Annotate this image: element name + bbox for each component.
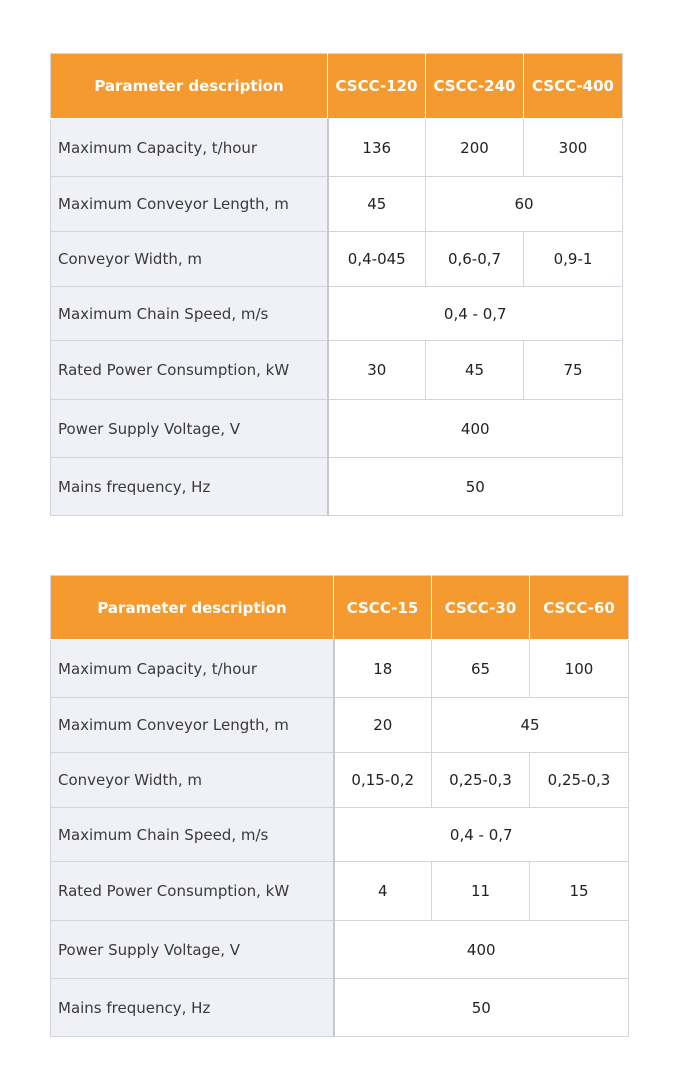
- table-row: [51, 808, 629, 862]
- value-cell: 50: [328, 458, 623, 516]
- model-header: CSCC-400: [524, 54, 623, 119]
- value-cell: 400: [328, 400, 623, 458]
- table-row: [51, 177, 623, 232]
- value-cell: 200: [426, 119, 524, 177]
- value-cell: 0,4 - 0,7: [334, 808, 629, 862]
- model-header: CSCC-60: [530, 576, 629, 640]
- table-header-row: [51, 576, 629, 640]
- value-cell: 18: [334, 640, 432, 698]
- spec-table-2: [50, 575, 629, 1037]
- table-row: [51, 458, 623, 516]
- model-header: CSCC-30: [432, 576, 530, 640]
- value-cell: 100: [530, 640, 629, 698]
- value-cell: 4: [334, 862, 432, 921]
- value-cell: 0,9-1: [524, 232, 623, 287]
- value-cell: 75: [524, 341, 623, 400]
- model-header: CSCC-240: [426, 54, 524, 119]
- value-cell: 0,4 - 0,7: [328, 287, 623, 341]
- param-label: Maximum Conveyor Length, m: [51, 177, 328, 232]
- value-cell: 45: [328, 177, 426, 232]
- value-cell: 30: [328, 341, 426, 400]
- table-row: [51, 640, 629, 698]
- value-cell: 11: [432, 862, 530, 921]
- table-row: [51, 287, 623, 341]
- value-cell: 0,25-0,3: [432, 753, 530, 808]
- param-label: Mains frequency, Hz: [51, 979, 334, 1037]
- param-header: Parameter description: [51, 54, 328, 119]
- value-cell: 0,25-0,3: [530, 753, 629, 808]
- value-cell: 65: [432, 640, 530, 698]
- value-cell: 45: [432, 698, 629, 753]
- spec-table-1: [50, 53, 623, 516]
- param-label: Rated Power Consumption, kW: [51, 341, 328, 400]
- param-label: Maximum Chain Speed, m/s: [51, 808, 334, 862]
- param-label: Maximum Capacity, t/hour: [51, 640, 334, 698]
- table-row: [51, 921, 629, 979]
- param-label: Maximum Chain Speed, m/s: [51, 287, 328, 341]
- value-cell: 300: [524, 119, 623, 177]
- value-cell: 400: [334, 921, 629, 979]
- table-row: [51, 979, 629, 1037]
- value-cell: 45: [426, 341, 524, 400]
- param-label: Rated Power Consumption, kW: [51, 862, 334, 921]
- param-label: Conveyor Width, m: [51, 232, 328, 287]
- value-cell: 20: [334, 698, 432, 753]
- value-cell: 0,4-045: [328, 232, 426, 287]
- param-label: Conveyor Width, m: [51, 753, 334, 808]
- param-label: Power Supply Voltage, V: [51, 921, 334, 979]
- param-label: Maximum Conveyor Length, m: [51, 698, 334, 753]
- table-row: [51, 119, 623, 177]
- model-header: CSCC-120: [328, 54, 426, 119]
- table-row: [51, 400, 623, 458]
- table-row: [51, 232, 623, 287]
- table-row: [51, 753, 629, 808]
- value-cell: 15: [530, 862, 629, 921]
- param-label: Power Supply Voltage, V: [51, 400, 328, 458]
- param-header: Parameter description: [51, 576, 334, 640]
- value-cell: 50: [334, 979, 629, 1037]
- model-header: CSCC-15: [334, 576, 432, 640]
- value-cell: 0,15-0,2: [334, 753, 432, 808]
- value-cell: 136: [328, 119, 426, 177]
- table-header-row: [51, 54, 623, 119]
- table-row: [51, 341, 623, 400]
- value-cell: 0,6-0,7: [426, 232, 524, 287]
- table-row: [51, 862, 629, 921]
- table-row: [51, 698, 629, 753]
- param-label: Maximum Capacity, t/hour: [51, 119, 328, 177]
- param-label: Mains frequency, Hz: [51, 458, 328, 516]
- value-cell: 60: [426, 177, 623, 232]
